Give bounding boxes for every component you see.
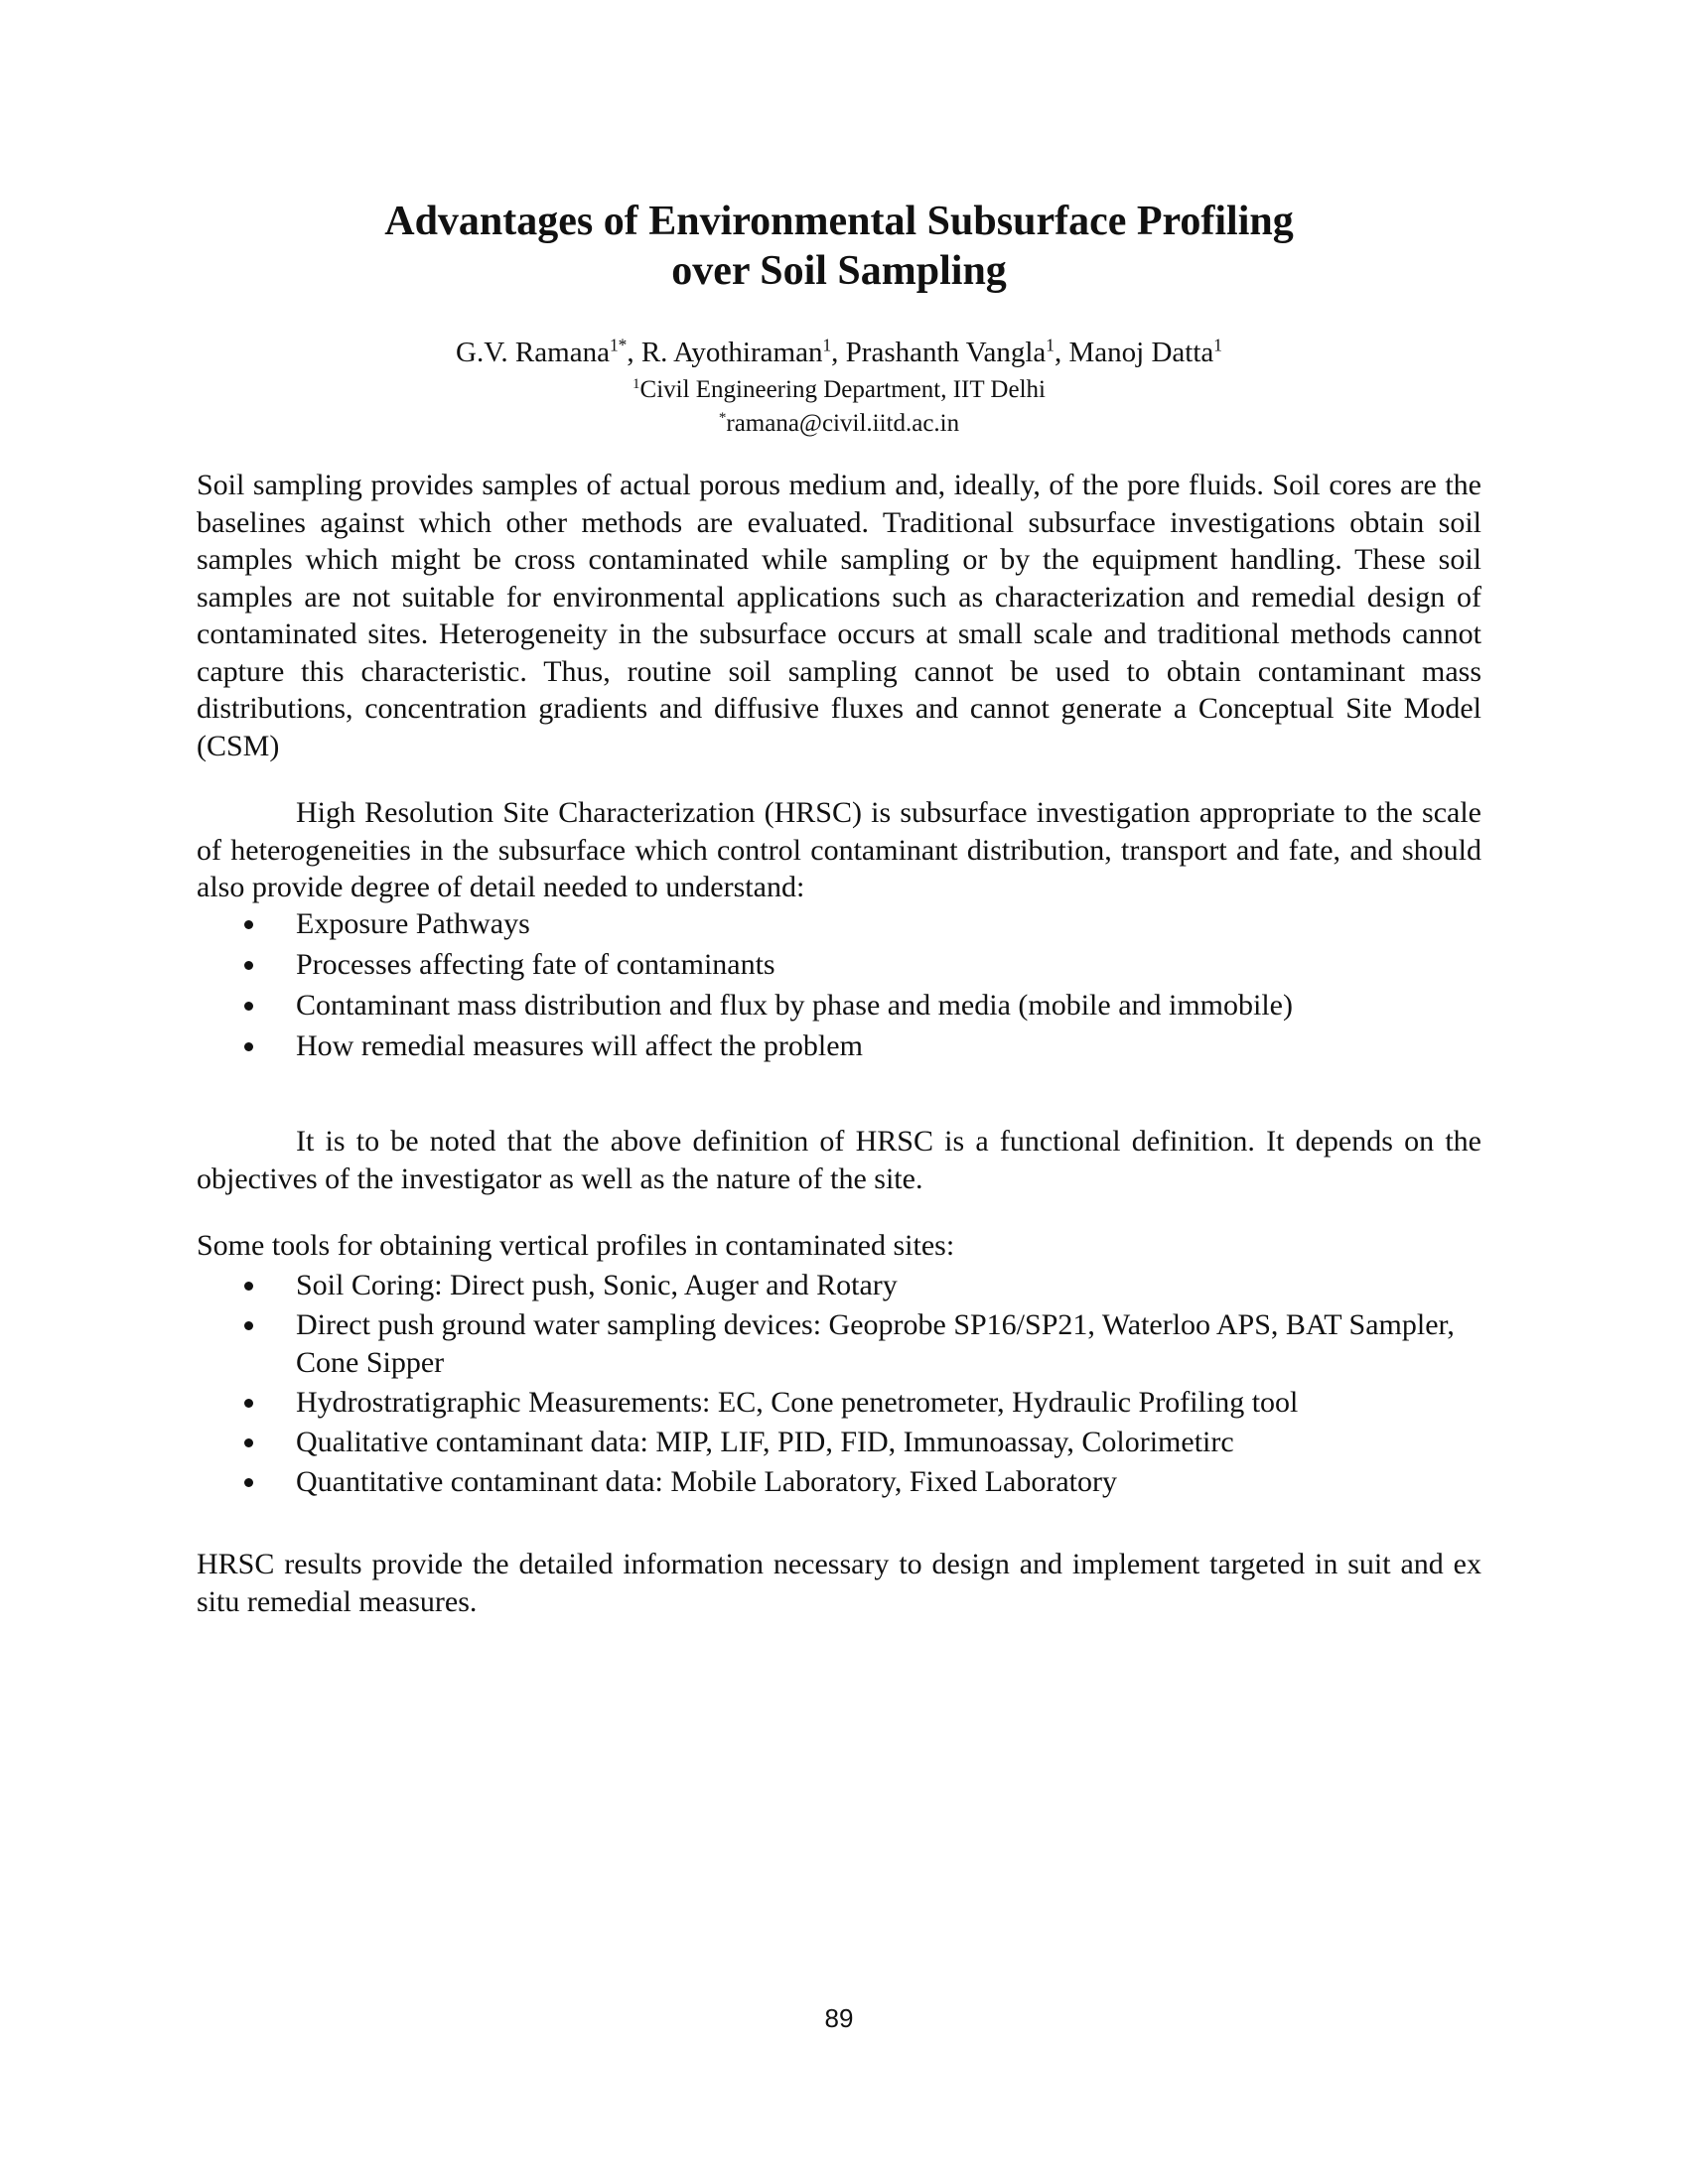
paragraph-hrsc-definition: High Resolution Site Characterization (HRSC) is subsurface investigation appropriate to the scale of heterogeneities in the subsurface which control contaminant distribution, transport and fate, and should also provide degree of detail needed to understand: xyxy=(197,796,1481,903)
list-item xyxy=(197,1027,1481,1065)
list-item-text: How remedial measures will affect the problem xyxy=(296,1029,863,1062)
list-item xyxy=(197,1424,1481,1461)
paper-title-line-2: over Soil Sampling xyxy=(671,248,1007,294)
author-list xyxy=(197,336,1481,369)
bullet-icon xyxy=(244,1042,253,1051)
email-line xyxy=(197,407,1481,441)
bullet-icon xyxy=(244,920,253,929)
author-superscript: 1 xyxy=(1213,335,1222,355)
tools-bullet-list xyxy=(197,1267,1481,1503)
paragraph-functional-definition: It is to be noted that the above definition of HRSC is a functional definition. It depends on the objectives of the investigator as well as the nature of the site. xyxy=(197,1125,1481,1195)
email-superscript: * xyxy=(718,410,727,426)
author-superscript: 1 xyxy=(1046,335,1055,355)
list-item-text: Processes affecting fate of contaminants xyxy=(296,948,775,981)
author-superscript: 1 xyxy=(822,335,832,355)
paragraph-soil-sampling: Soil sampling provides samples of actual porous medium and, ideally, of the pore fluids. Soil cores are the baselines against which other methods are evaluated. Traditional subsurface investigations obtain soil samples which might be cross contaminated while sampling or by the equipment handling. These soil samples are not suitable for environmental applications such as characterization and remedial design of contaminated sites. Heterogeneity in the subsurface occurs at small scale and traditional methods cannot capture this characteristic. Thus, routine soil sampling cannot be used to obtain contaminant mass distributions, concentration gradients and diffusive fluxes and cannot generate a Conceptual Site Model (CSM) xyxy=(197,469,1481,762)
paper-title xyxy=(197,197,1481,296)
author-superscript: 1* xyxy=(609,335,628,355)
author-separator: , xyxy=(831,337,846,368)
list-item-text: Direct push ground water sampling devices: Geoprobe SP16/SP21, Waterloo APS, BAT Sampler, Cone Sipper xyxy=(296,1308,1455,1379)
page-number: 89 xyxy=(824,2003,854,2033)
affiliation-superscript: 1 xyxy=(633,376,640,392)
list-item xyxy=(197,1463,1481,1501)
list-item-text: Hydrostratigraphic Measurements: EC, Cone penetrometer, Hydraulic Profiling tool xyxy=(296,1386,1299,1419)
paper-title-line-1: Advantages of Environmental Subsurface Profiling xyxy=(384,199,1294,244)
bullet-icon xyxy=(244,1478,253,1487)
paragraph-hrsc-results: HRSC results provide the detailed information necessary to design and implement targeted in suit and ex situ remedial measures. xyxy=(197,1548,1481,1618)
list-item-text: Qualitative contaminant data: MIP, LIF, PID, FID, Immunoassay, Colorimetirc xyxy=(296,1426,1234,1458)
author-name: G.V. Ramana xyxy=(456,337,610,368)
author-name: Manoj Datta xyxy=(1068,337,1214,368)
list-item-text: Contaminant mass distribution and flux by phase and media (mobile and immobile) xyxy=(296,989,1293,1022)
list-item xyxy=(197,1267,1481,1304)
list-item xyxy=(197,946,1481,984)
bullet-icon xyxy=(244,961,253,970)
bullet-icon xyxy=(244,1399,253,1408)
list-item xyxy=(197,905,1481,943)
corresponding-email: ramana@civil.iitd.ac.in xyxy=(726,410,960,437)
affiliation-line xyxy=(197,373,1481,407)
list-item xyxy=(197,1384,1481,1422)
author-separator: , xyxy=(627,337,641,368)
author-name: Prashanth Vangla xyxy=(845,337,1047,368)
list-item xyxy=(197,987,1481,1024)
list-item xyxy=(197,1306,1481,1382)
author-separator: , xyxy=(1055,337,1069,368)
bullet-icon xyxy=(244,1002,253,1011)
author-name: R. Ayothiraman xyxy=(640,337,823,368)
affiliation-block xyxy=(197,373,1481,441)
understand-bullet-list xyxy=(197,905,1481,1068)
list-item-text: Exposure Pathways xyxy=(296,907,530,940)
list-item-text: Soil Coring: Direct push, Sonic, Auger and Rotary xyxy=(296,1269,898,1301)
affiliation-text: Civil Engineering Department, IIT Delhi xyxy=(639,376,1046,403)
bullet-icon xyxy=(244,1321,253,1330)
list-item-text: Quantitative contaminant data: Mobile Laboratory, Fixed Laboratory xyxy=(296,1465,1117,1498)
bullet-icon xyxy=(244,1282,253,1291)
paragraph-tools-intro: Some tools for obtaining vertical profiles in contaminated sites: xyxy=(197,1229,955,1262)
bullet-icon xyxy=(244,1438,253,1447)
